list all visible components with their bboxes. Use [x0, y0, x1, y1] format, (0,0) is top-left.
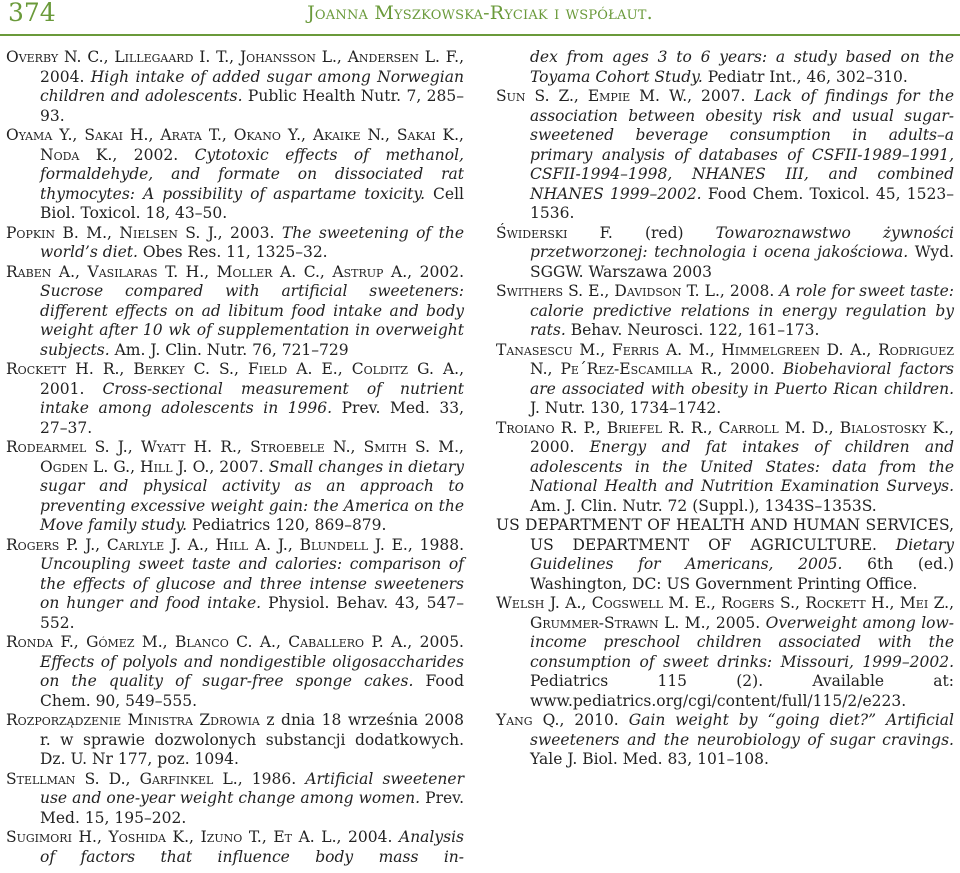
reference-authors: Popkin B. M., Nielsen S. J., 2003. [6, 223, 275, 242]
reference-authors: Yang Q., 2010. [496, 711, 619, 729]
running-head: Joanna Myszkowska-Ryciak i współaut. [307, 2, 653, 24]
reference-source: Pediatrics 120, 869–879. [191, 516, 387, 534]
reference-title: A role for sweet taste: calorie predictive relations in energy regulation by rats. [530, 282, 954, 339]
page-header [0, 0, 960, 30]
reference-source: Yale J. Biol. Med. 83, 101–108. [530, 750, 769, 768]
reference-organization: US DEPARTMENT OF HEALTH AND HUMAN SERVICES, US DEPARTMENT OF AGRICULTURE. [496, 516, 954, 554]
reference-entry [6, 360, 464, 438]
reference-source: Obes Res. 11, 1325–32. [142, 243, 328, 261]
reference-entry [6, 536, 464, 634]
left-column [6, 48, 464, 867]
reference-title: High intake of added sugar among Norwegian children and adolescents. [40, 67, 464, 105]
reference-authors: Raben A., Vasilaras T. H., Moller A. C., Astrup A., 2002. [6, 262, 464, 281]
reference-authors: Swithers S. E., Davidson T. L., 2008. [496, 282, 775, 300]
reference-entry [6, 770, 464, 829]
reference-title: Sucrose compared with artificial sweeteners: different effects on ad libitum food intake and body weight after 10 wk of supplementation in overweight subjects. [40, 282, 464, 359]
reference-entry-continued [496, 48, 954, 87]
reference-source: Am. J. Clin. Nutr. 76, 721–729 [114, 340, 349, 359]
reference-source: Food Chem. 90, 549–555. [40, 672, 464, 710]
reference-entry [496, 516, 954, 594]
reference-authors: Stellman S. D., Garfinkel L., 1986. [6, 769, 297, 788]
reference-authors: Rockett H. R., Berkey C. S., Field A. E., Colditz G. A., 2001. [6, 360, 464, 398]
reference-entry [6, 438, 464, 536]
reference-source: Public Health Nutr. 7, 285–93. [40, 87, 464, 125]
reference-authors: Sugimori H., Yoshida K., Izuno T., Et A. L., 2004. [6, 828, 393, 846]
reference-source: Wyd. SGGW. Warszawa 2003 [530, 243, 954, 281]
reference-authors: Troiano R. P., Briefel R. R., Carroll M. D., Bialostosky K., 2000. [496, 418, 954, 456]
reference-authors: Rodearmel S. J., Wyatt H. R., Stroebele N., Smith S. M., Ogden L. G., Hill J. O., 2007. [6, 438, 464, 476]
reference-entry [496, 419, 954, 517]
reference-title: Artificial sweetener use and one-year weight change among women. [40, 769, 464, 807]
reference-source: Physiol. Behav. 43, 547–552. [40, 594, 464, 632]
reference-authors: Rozporządzenie Ministra Zdrowia [6, 711, 260, 729]
reference-entry [6, 126, 464, 224]
reference-title: Analysis of factors that influence body mass in- [40, 828, 464, 866]
reference-title: Cross-sectional measurement of nutrient intake among adolescents in 1996. [40, 379, 464, 417]
right-column [496, 48, 954, 867]
reference-columns [6, 48, 954, 867]
reference-entry [6, 633, 464, 711]
reference-title: Lack of findings for the association between obesity risk and usual sugar-sweetened beverage consumption in adults–a primary analysis of databases of CSFII-1989–1991, CSFII-1994–1998, NHANES III, and combined NHANES 1999–2002. [530, 87, 954, 203]
reference-entry [6, 828, 464, 867]
reference-title: The sweetening of the world’s diet. [40, 223, 464, 261]
reference-entry [6, 263, 464, 361]
reference-entry [496, 224, 954, 283]
reference-entry [496, 594, 954, 711]
reference-source: Behav. Neurosci. 122, 161–173. [570, 321, 820, 339]
reference-title: Small changes in dietary sugar and physical activity as an approach to preventing excessive weight gain: the America on the Move family study. [40, 457, 464, 534]
reference-title: Uncoupling sweet taste and calories: comparison of the effects of glucose and three intense sweeteners on hunger and food intake. [40, 555, 464, 612]
reference-entry [496, 87, 954, 224]
reference-source: 6th (ed.) Washington, DC: US Government Printing Office. [530, 555, 954, 593]
reference-title: dex from ages 3 to 6 years: a study based on the Toyama Cohort Study. [530, 48, 954, 86]
reference-title: Overweight among low-income preschool children associated with the consumption of sweet drinks: Missouri, 1999–2002. [530, 613, 954, 671]
reference-title: Dietary Guidelines for Americans, 2005. [530, 535, 954, 573]
reference-authors: Świderski F. [496, 223, 613, 242]
reference-source: J. Nutr. 130, 1734–1742. [530, 399, 722, 417]
reference-editor-note: (red) [644, 223, 684, 242]
reference-title: Towaroznawstwo żywności przetworzonej: technologia i ocena jakościowa. [530, 223, 954, 261]
reference-authors: Tanasescu M., Ferris A. M., Himmelgreen D. A., Rodriguez N., Pe´Rez-Escamilla R., 2000. [496, 340, 954, 378]
reference-authors: Rogers P. J., Carlyle J. A., Hill A. J., Blundell J. E., 1988. [6, 535, 464, 554]
reference-authors: Ronda F., Gómez M., Blanco C. A., Caballero P. A., 2005. [6, 633, 464, 651]
reference-entry [496, 282, 954, 341]
header-rule [0, 34, 960, 36]
reference-title: Energy and fat intakes of children and adolescents in the United States: data from the National Health and Nutrition Examination Surveys. [530, 438, 954, 495]
reference-authors: Oyama Y., Sakai H., Arata T., Okano Y., Akaike N., Sakai K., Noda K., 2002. [6, 126, 464, 164]
reference-source: Cell Biol. Toxicol. 18, 43–50. [40, 184, 464, 222]
reference-source: Prev. Med. 33, 27–37. [40, 399, 464, 437]
reference-title: Cytotoxic effects of methanol, formaldehyde, and formate on dissociated rat thymocytes: A possibility of aspartame toxicity. [40, 145, 464, 203]
reference-entry [496, 341, 954, 419]
reference-title: Gain weight by “going diet?” Artificial sweeteners and the neurobiology of sugar cravings. [530, 711, 954, 749]
reference-title: Biobehavioral factors are associated with obesity in Puerto Rican children. [530, 360, 954, 398]
reference-source: Pediatrics 115 (2). Available at: www.pediatrics.org/cgi/content/full/115/2/e223. [530, 672, 954, 710]
reference-authors: Overby N. C., Lillegaard I. T., Johansson L., Andersen L. F., 2004. [6, 48, 464, 86]
reference-entry [6, 224, 464, 263]
reference-source: Prev. Med. 15, 195–202. [40, 789, 464, 827]
reference-source: Pediatr Int., 46, 302–310. [707, 67, 908, 86]
reference-source: Food Chem. Toxicol. 45, 1523–1536. [530, 184, 955, 222]
reference-entry [6, 711, 464, 770]
reference-entry [6, 48, 464, 126]
reference-entry [496, 711, 954, 770]
reference-title: Effects of polyols and nondigestible oligosaccharides on the quality of sugar-free sponge cakes. [40, 652, 464, 690]
reference-source: Am. J. Clin. Nutr. 72 (Suppl.), 1343S–1353S. [530, 496, 877, 515]
reference-authors: Welsh J. A., Cogswell M. E., Rogers S., Rockett H., Mei Z., Grummer-Strawn L. M., 2005. [496, 594, 954, 632]
reference-authors: Sun S. Z., Empie M. W., 2007. [496, 87, 746, 105]
page-number: 374 [8, 0, 56, 27]
reference-source: z dnia 18 września 2008 r. w sprawie dozwolonych substancji dodatkowych. Dz. U. Nr 177, poz. 1094. [40, 711, 464, 768]
